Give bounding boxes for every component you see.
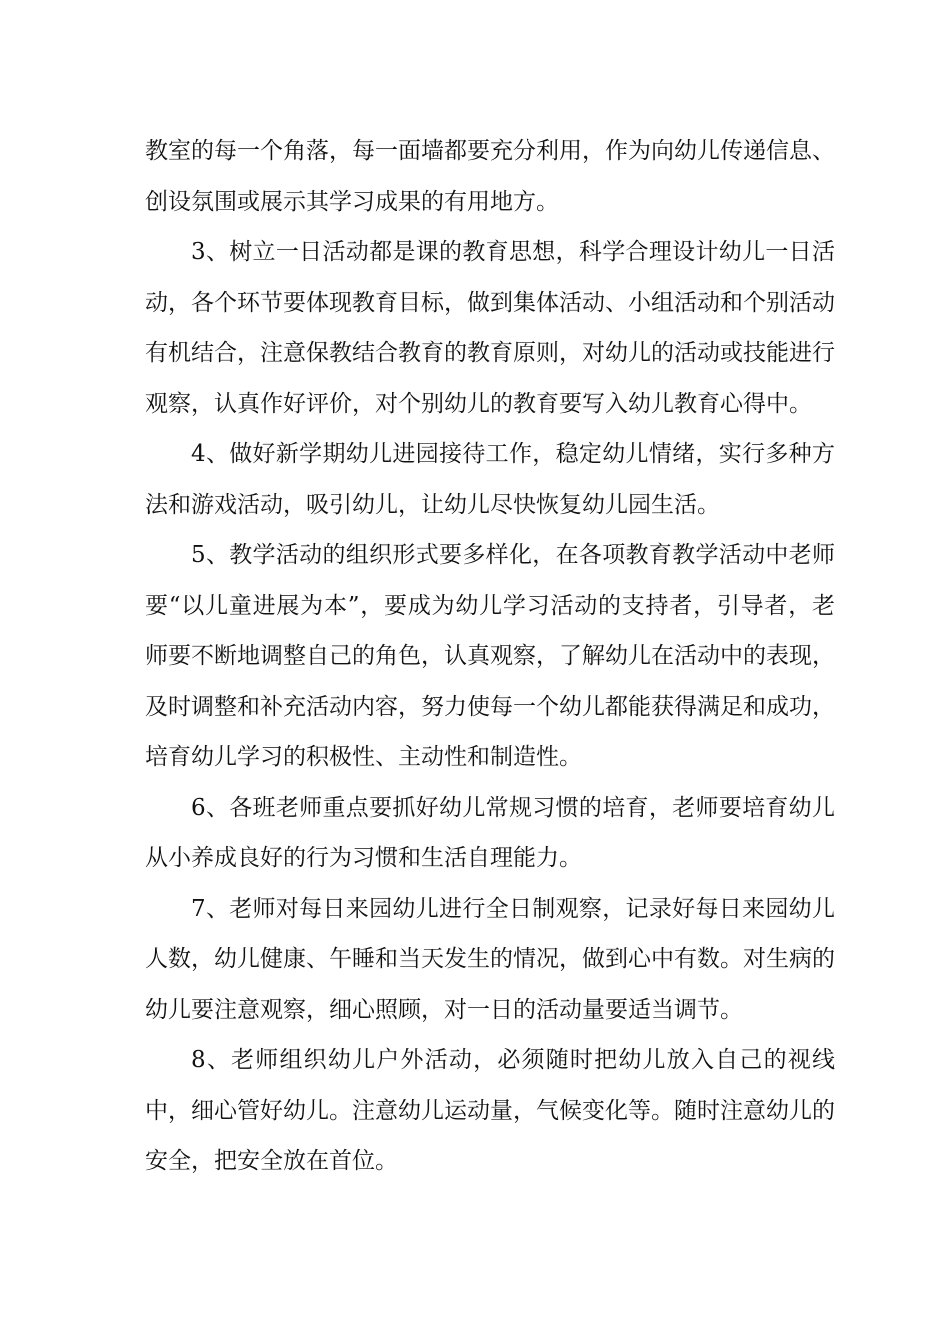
paragraph-item-5: 5、教学活动的组织形式要多样化，在各项教育教学活动中老师要“以儿童进展为本”，要成为幼儿学习活动的支持者，引导者，老师要不断地调整自己的角色，认真观察，了解幼儿在活动中的表现，及时调整和补充活动内容，努力使每一个幼儿都能获得满足和成功，培育幼儿学习的积极性、主动性和制造性。 <box>145 542 835 770</box>
paragraph-item-7: 7、老师对每日来园幼儿进行全日制观察，记录好每日来园幼儿人数，幼儿健康、午睡和当天发生的情况，做到心中有数。对生病的幼儿要注意观察，细心照顾，对一日的活动量要适当调节。 <box>145 895 835 1023</box>
paragraph-item-6: 6、各班老师重点要抓好幼儿常规习惯的培育，老师要培育幼儿从小养成良好的行为习惯和生活自理能力。 <box>145 794 835 871</box>
paragraph-item-4: 4、做好新学期幼儿进园接待工作，稳定幼儿情绪，实行多种方法和游戏活动，吸引幼儿，让幼儿尽快恢复幼儿园生活。 <box>145 441 835 518</box>
document-body <box>145 126 835 1187</box>
paragraph-continued: 教室的每一个角落，每一面墙都要充分利用，作为向幼儿传递信息、创设氛围或展示其学习成果的有用地方。 <box>145 138 835 215</box>
paragraph-item-3: 3、树立一日活动都是课的教育思想，科学合理设计幼儿一日活动，各个环节要体现教育目标，做到集体活动、小组活动和个别活动有机结合，注意保教结合教育的教育原则，对幼儿的活动或技能进行观察，认真作好评价，对个别幼儿的教育要写入幼儿教育心得中。 <box>145 239 835 417</box>
paragraph-item-8: 8、老师组织幼儿户外活动，必须随时把幼儿放入自己的视线中，细心管好幼儿。注意幼儿运动量，气候变化等。随时注意幼儿的安全，把安全放在首位。 <box>145 1047 835 1174</box>
